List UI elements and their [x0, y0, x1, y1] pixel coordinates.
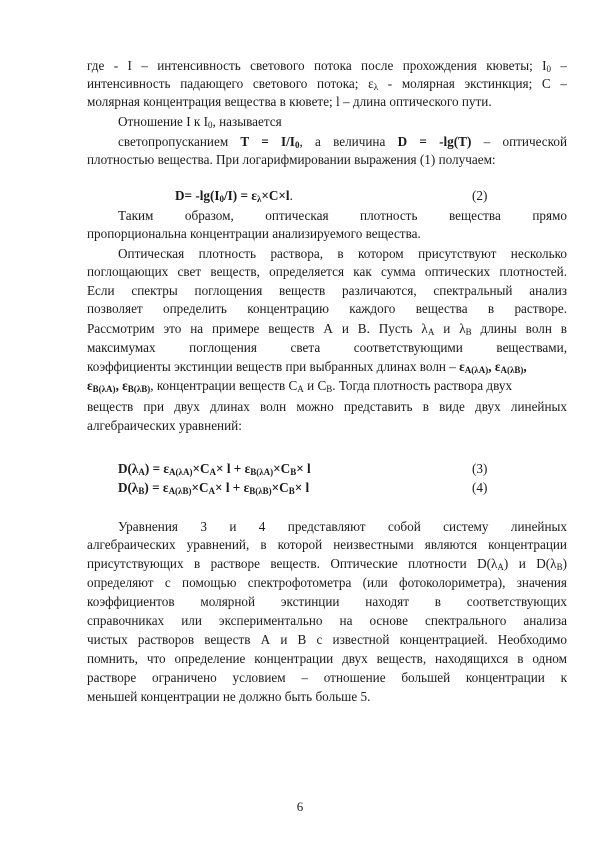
text-line: Уравнения 3 и 4 представляют собой систему линейных [118, 519, 567, 534]
text-line: пропорциональна концентрации анализируемого вещества. [87, 226, 421, 241]
text-line: веществ при двух длинах волн можно представить в виде двух линейных [87, 399, 567, 414]
text-line: плотностью вещества. При логарифмировании выражения (1) получаем: [87, 152, 496, 167]
text-line: Отношение I к $I_0$, называется [118, 114, 282, 130]
text-line: помнить, что определение концентрации двух веществ, находящихся в одном [87, 651, 567, 666]
text-line: алгебраических уравнений: [87, 418, 242, 433]
text-line: меньшей концентрации не должно быть больше 5. [87, 689, 371, 704]
equation-2: $D= -\lg(I_0/I) = \varepsilon_\lambda\times C\times l$. [175, 188, 293, 204]
text-line: светопропусканием $T = I/I_0$, а величина D = -lg(T) – оптической [118, 134, 567, 150]
text-line: интенсивность падающего светового потока; $\varepsilon_\lambda$ - молярная экстинкция; С – [87, 76, 567, 92]
text-line: где - I – интенсивность светового потока после прохождения кюветы; $I_0$ – [87, 58, 567, 74]
text-line: Если спектры поглощения веществ различаются, спектральный анализ [87, 283, 567, 298]
text-line: коэффициентов молярной экстинции находят в соответствующих [87, 594, 567, 609]
text-line: поглощающих свет веществ, определяется как сумма оптических плотностей. [87, 264, 567, 279]
page-number: 6 [296, 799, 304, 814]
text-line: растворе ограничено условием – отношение большей концентрации к [87, 670, 567, 685]
text-line: Таким образом, оптическая плотность вещества прямо [118, 208, 567, 223]
text-line: присутствующих в растворе веществ. Оптические плотности $D(\lambda_A)$ и $D(\lambda_B)$ [87, 556, 567, 572]
equation-2-number: (2) [472, 188, 488, 203]
text-line: определяют с помощью спектрофотометра (или фотоколориметра), значения [87, 575, 567, 590]
text-line: $\varepsilon_{B(\lambda A)}$, $\varepsilon_{B(\lambda B)}$, концентрации веществ $С_A$ и $С_B$. Тогда плотность раствора двух [87, 378, 513, 394]
equation-3-number: (3) [472, 461, 488, 476]
text-line: алгебраических уравнений, в которой неизвестными являются концентрации [87, 537, 567, 552]
text-line: Рассмотрим это на примере веществ А и В. Пусть $\lambda_A$ и $\lambda_B$ длины волн в [87, 321, 567, 337]
text-line: позволяет определить концентрацию каждого вещества в растворе. [87, 301, 567, 316]
text-line: молярная концентрация вещества в кювете; l – длина оптического пути. [87, 94, 492, 109]
text-line: справочниках или экспериментально на основе спектрального анализа [87, 613, 567, 628]
text-line: коэффициенты экстинции веществ при выбранных длинах волн – $\varepsilon_{A(\lambda A)}$, $\varepsilon_{A(\lambda B)}$, [87, 359, 527, 375]
equation-3: $D(\lambda_A) = \varepsilon_{A(\lambda A)}\times C_A\times l + \varepsilon_{B(\lambda A)}\times C_B\times l$ [118, 461, 311, 477]
text-line: чистых растворов веществ А и В с известной концентрацией. Необходимо [87, 632, 567, 647]
equation-4-number: (4) [472, 480, 488, 495]
text-line: максимумах поглощения света соответствующими веществами, [87, 340, 567, 355]
text-line: Оптическая плотность раствора, в котором присутствуют несколько [118, 246, 567, 261]
equation-4: $D(\lambda_B) = \varepsilon_{A(\lambda B)}\times C_A\times l + \varepsilon_{B(\lambda B)}\times C_B\times l$ [118, 480, 310, 496]
